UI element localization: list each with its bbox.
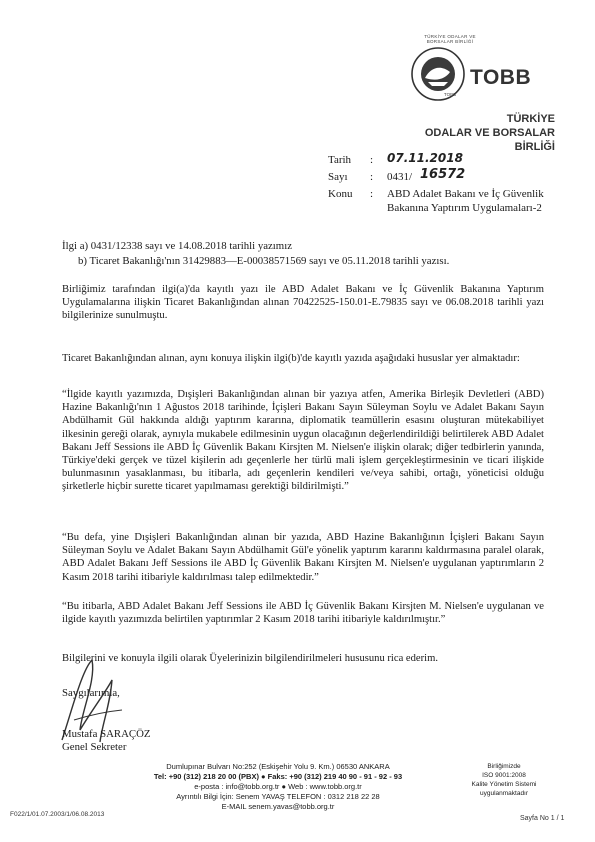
- ilgi-a: İlgi a) 0431/12338 sayı ve 14.08.2018 tarihli yazımız: [62, 240, 292, 252]
- paragraph-ticaret: Ticaret Bakanlığından alınan, aynı konuya ilişkin ilgi(b)'de kayıtlı yazıda aşağıdaki hususlar yer almaktadır:: [62, 353, 520, 364]
- iso-line-3: Kalite Yönetim Sistemi: [471, 781, 537, 788]
- konu-label: Konu: [328, 188, 353, 200]
- footer-contact-email: E-MAIL senem.yavas@tobb.org.tr: [221, 802, 335, 811]
- quote-2: “Bu defa, yine Dışişleri Bakanlığından alınan bir yazıda, ABD Hazine Bakanlığının İçişleri Bakanı Sayın Süleyman Soylu ve Adalet Bakanı Sayın Abdülhamit Gül'e yönelik yaptırım kararını kaldırmasına paralel olarak, ABD Adalet Bakanı Jeff Sessions ile ABD İç Güvenlik Bakanı Kirsjten M. Nielsen'e uygulanan yaptırımların 2 Kasım 2018 tarihi itibariyle kaldırılması talep edilmektedir.”: [62, 532, 544, 583]
- logo-ring-abbr: TOBB: [443, 92, 457, 97]
- sayi-number: 16572: [420, 167, 466, 182]
- tarih-value: 07.11.2018: [387, 151, 463, 165]
- footer-address: Dumlupınar Bulvarı No:252 (Eskişehir Yolu 9. Km.) 06530 ANKARA: [166, 762, 390, 771]
- ilgi-b: b) Ticaret Bakanlığı'nın 31429883—E-00038571569 sayı ve 05.11.2018 tarihli yazısı.: [78, 255, 450, 267]
- footer-phone: Tel: +90 (312) 218 20 00 (PBX) ● Faks: +90 (312) 219 40 90 - 91 - 92 - 93: [153, 772, 403, 781]
- tarih-label: Tarih: [328, 154, 352, 166]
- konu-line-1: ABD Adalet Bakanı ve İç Güvenlik: [387, 188, 544, 200]
- signatory-title: Genel Sekreter: [62, 741, 127, 753]
- signatory-name: Mustafa SARAÇÖZ: [62, 728, 151, 740]
- footer-contact-block: [128, 762, 428, 812]
- sayi-prefix: 0431/: [387, 171, 413, 183]
- page-number: Sayfa No 1 / 1: [520, 815, 565, 822]
- logo-ring-text: TÜRKİYE ODALAR VE BORSALAR BİRLİĞİ: [424, 34, 476, 44]
- tarih-colon: :: [370, 154, 374, 166]
- form-code: F022/1/01.07.2003/1/06.08.2013: [10, 811, 105, 818]
- iso-statement: [458, 762, 550, 798]
- konu-line-2: Bakanına Yaptırım Uygulamaları-2: [387, 202, 542, 214]
- sayi-colon: :: [370, 171, 374, 183]
- konu-colon: :: [370, 188, 374, 200]
- iso-line-2: ISO 9001:2008: [482, 772, 526, 779]
- quote-1: “İlgide kayıtlı yazımızda, Dışişleri Bakanlığından alınan bir yazıya atfen, Amerika Birleşik Devletleri (ABD) Hazine Bakanlığı'nın 1 Ağustos 2018 tarihinde, İçişleri Bakanı Sayın Süleyman Soylu ve Adalet Bakanı Sayın Abdülhamit Gül hakkında aldığı yaptırım kararına, diplomatik teamüllerin esasını oluşturan mütekabiliyet ilkesinin gereği olarak, aynıyla mukabele edilmesinin uygun olacağının değerlendirildiği belirtilerek ABD Adalet Bakanı Jeff Sessions ile ABD İç Güvenlik Bakanı Kirsjten M. Nielsen'e ilişkin olarak; diğer tedbirlerin yanında, Türkiye'deki gerçek ve tüzel kişilerin adı geçenlerle her türlü mali işlem gerçekleştirmesinin ve ticari ilişkide bulunmasının yasaklanması, bu itibarla, adı geçenlerin kendileri ve/veya sahibi, ortağı, yöneticisi olduğu şirketlerle hiçbir surette ticaret yapılmaması gerektiği bildirilmişti.”: [62, 389, 544, 493]
- iso-line-4: uygulanmaktadır: [479, 790, 529, 797]
- org-line-1: TÜRKİYE: [506, 113, 555, 125]
- paragraph-intro: Birliğimiz tarafından ilgi(a)'da kayıtlı yazı ile ABD Adalet Bakanı ve İç Güvenlik Bakanına Yaptırım Uygulamalarına ilişkin Ticaret Bakanlığından alınan 70422525-150.01-E.79835 sayı ve 06.08.2018 tarihli yazı bilgilerinize sunulmuştu.: [62, 284, 544, 322]
- closing-salutation: Saygılarımla,: [62, 687, 120, 699]
- footer-email-web: e-posta : info@tobb.org.tr ● Web : www.tobb.org.tr: [194, 782, 362, 791]
- quote-3: “Bu itibarla, ABD Adalet Bakanı Jeff Sessions ile ABD İç Güvenlik Bakanı Kirsjten M. Nielsen'e uygulanan ve ilgide kayıtlı yazımızda belirtilen yaptırımlar 2 Kasım 2018 tarihi itibariyle kaldırılmıştır.”: [62, 601, 544, 626]
- org-line-3: BİRLİĞİ: [514, 141, 555, 153]
- logo-wordmark: TOBB: [470, 66, 532, 89]
- sayi-label: Sayı: [328, 171, 348, 183]
- iso-line-1: Birliğimizde: [487, 763, 521, 770]
- organization-name: [425, 112, 555, 154]
- org-line-2: ODALAR VE BORSALAR: [424, 127, 555, 139]
- closing-request: Bilgilerini ve konuyla ilgili olarak Üyelerinizin bilgilendirilmeleri hususunu rica ederim.: [62, 653, 438, 664]
- footer-contact-person: Ayrıntılı Bilgi İçin: Senem YAVAŞ TELEFON : 0312 218 22 28: [176, 792, 380, 801]
